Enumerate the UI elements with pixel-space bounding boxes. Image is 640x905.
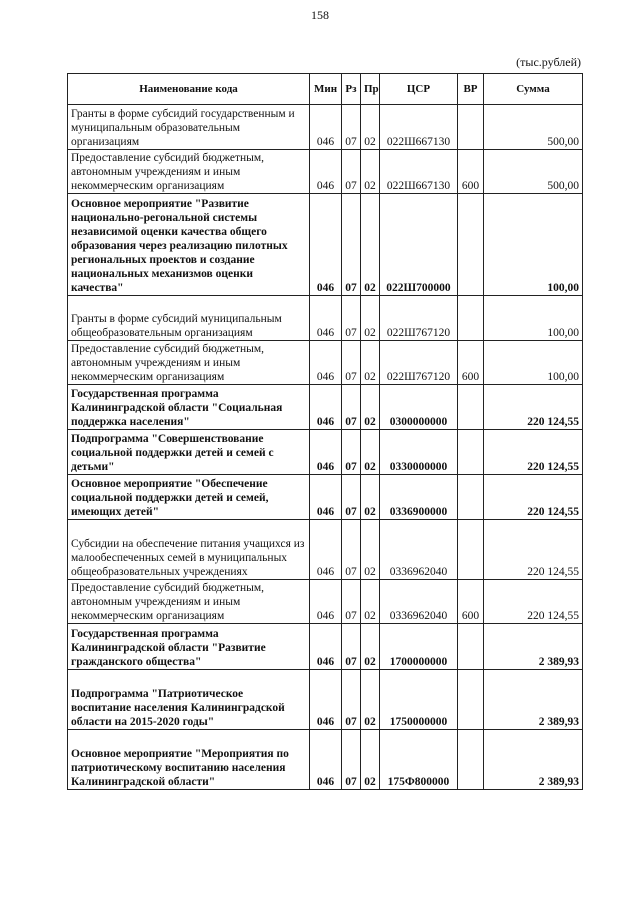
cell-csr: 1750000000 — [380, 670, 458, 730]
cell-name: Основное мероприятие "Развитие национально-регональной системы независимой оценки качества общего образования через реализацию пилотных региональных проектов и создание национальных механизмов оценки качества" — [68, 194, 310, 296]
cell-csr: 0336962040 — [380, 520, 458, 580]
header-sum: Сумма — [484, 74, 583, 105]
cell-pr: 02 — [361, 624, 380, 670]
cell-rz: 07 — [342, 670, 361, 730]
cell-pr: 02 — [361, 730, 380, 790]
cell-vr — [458, 475, 484, 520]
cell-sum: 2 389,93 — [484, 624, 583, 670]
header-name: Наименование кода — [68, 74, 310, 105]
cell-vr — [458, 520, 484, 580]
table-row — [68, 430, 583, 475]
cell-sum: 220 124,55 — [484, 385, 583, 430]
cell-sum: 220 124,55 — [484, 475, 583, 520]
header-min: Мин — [310, 74, 342, 105]
cell-vr — [458, 730, 484, 790]
table-row — [68, 475, 583, 520]
cell-sum: 220 124,55 — [484, 430, 583, 475]
cell-min: 046 — [310, 194, 342, 296]
table-row — [68, 624, 583, 670]
cell-name: Предоставление субсидий бюджетным, автономным учреждениям и иным некоммерческим организациям — [68, 341, 310, 385]
cell-vr — [458, 105, 484, 150]
cell-rz: 07 — [342, 105, 361, 150]
cell-min: 046 — [310, 624, 342, 670]
cell-sum: 500,00 — [484, 150, 583, 194]
cell-min: 046 — [310, 150, 342, 194]
cell-min: 046 — [310, 475, 342, 520]
cell-min: 046 — [310, 580, 342, 624]
cell-csr: 0336962040 — [380, 580, 458, 624]
cell-rz: 07 — [342, 580, 361, 624]
cell-csr: 0330000000 — [380, 430, 458, 475]
cell-vr: 600 — [458, 341, 484, 385]
table-row — [68, 341, 583, 385]
table-row — [68, 385, 583, 430]
cell-vr: 600 — [458, 580, 484, 624]
cell-min: 046 — [310, 520, 342, 580]
header-csr: ЦСР — [380, 74, 458, 105]
cell-name: Гранты в форме субсидий государственным и муниципальным образовательным организациям — [68, 105, 310, 150]
cell-csr: 022Ш700000 — [380, 194, 458, 296]
cell-min: 046 — [310, 296, 342, 341]
cell-rz: 07 — [342, 730, 361, 790]
cell-name: Гранты в форме субсидий муниципальным общеобразовательным организациям — [68, 296, 310, 341]
cell-name: Предоставление субсидий бюджетным, автономным учреждениям и иным некоммерческим организациям — [68, 150, 310, 194]
cell-name: Государственная программа Калининградской области "Социальная поддержка населения" — [68, 385, 310, 430]
cell-csr: 022Ш667130 — [380, 150, 458, 194]
table-row — [68, 580, 583, 624]
cell-rz: 07 — [342, 385, 361, 430]
cell-csr: 022Ш767120 — [380, 296, 458, 341]
header-rz: Рз — [342, 74, 361, 105]
cell-name: Основное мероприятие "Обеспечение социальной поддержки детей и семей, имеющих детей" — [68, 475, 310, 520]
cell-sum: 220 124,55 — [484, 520, 583, 580]
cell-sum: 2 389,93 — [484, 670, 583, 730]
cell-name: Государственная программа Калининградской области "Развитие гражданского общества" — [68, 624, 310, 670]
cell-sum: 500,00 — [484, 105, 583, 150]
cell-csr: 022Ш667130 — [380, 105, 458, 150]
cell-min: 046 — [310, 730, 342, 790]
cell-vr — [458, 385, 484, 430]
cell-min: 046 — [310, 105, 342, 150]
page-number: 158 — [311, 8, 329, 22]
table-row — [68, 670, 583, 730]
cell-pr: 02 — [361, 296, 380, 341]
cell-rz: 07 — [342, 150, 361, 194]
table-row — [68, 520, 583, 580]
cell-pr: 02 — [361, 520, 380, 580]
table-row — [68, 194, 583, 296]
cell-sum: 100,00 — [484, 194, 583, 296]
cell-csr: 0336900000 — [380, 475, 458, 520]
cell-pr: 02 — [361, 670, 380, 730]
header-pr: Пр — [361, 74, 380, 105]
cell-min: 046 — [310, 430, 342, 475]
cell-pr: 02 — [361, 430, 380, 475]
cell-vr — [458, 296, 484, 341]
header-vr: ВР — [458, 74, 484, 105]
cell-rz: 07 — [342, 624, 361, 670]
cell-pr: 02 — [361, 341, 380, 385]
cell-min: 046 — [310, 341, 342, 385]
table-row — [68, 105, 583, 150]
header-row — [68, 74, 583, 105]
cell-min: 046 — [310, 385, 342, 430]
cell-name: Предоставление субсидий бюджетным, автономным учреждениям и иным некоммерческим организациям — [68, 580, 310, 624]
cell-sum: 220 124,55 — [484, 580, 583, 624]
table-row — [68, 730, 583, 790]
cell-rz: 07 — [342, 475, 361, 520]
cell-sum: 100,00 — [484, 341, 583, 385]
table-row — [68, 296, 583, 341]
table-row — [68, 150, 583, 194]
cell-vr — [458, 624, 484, 670]
cell-sum: 2 389,93 — [484, 730, 583, 790]
cell-csr: 175Ф800000 — [380, 730, 458, 790]
cell-pr: 02 — [361, 385, 380, 430]
cell-pr: 02 — [361, 105, 380, 150]
cell-pr: 02 — [361, 194, 380, 296]
cell-vr: 600 — [458, 150, 484, 194]
cell-name: Основное мероприятие "Мероприятия по патриотическому воспитанию населения Калининградской области" — [68, 730, 310, 790]
budget-table — [67, 73, 583, 790]
cell-rz: 07 — [342, 430, 361, 475]
cell-pr: 02 — [361, 580, 380, 624]
cell-sum: 100,00 — [484, 296, 583, 341]
cell-vr — [458, 430, 484, 475]
cell-rz: 07 — [342, 296, 361, 341]
cell-rz: 07 — [342, 194, 361, 296]
cell-vr — [458, 194, 484, 296]
cell-csr: 0300000000 — [380, 385, 458, 430]
cell-rz: 07 — [342, 341, 361, 385]
cell-pr: 02 — [361, 475, 380, 520]
cell-min: 046 — [310, 670, 342, 730]
cell-name: Подпрограмма "Патриотическое воспитание населения Калининградской области на 2015-2020 годы" — [68, 670, 310, 730]
cell-vr — [458, 670, 484, 730]
units-label: (тыс.рублей) — [516, 55, 581, 69]
cell-csr: 022Ш767120 — [380, 341, 458, 385]
cell-csr: 1700000000 — [380, 624, 458, 670]
cell-pr: 02 — [361, 150, 380, 194]
cell-name: Субсидии на обеспечение питания учащихся из малообеспеченных семей в муниципальных общеобразовательных учреждениях — [68, 520, 310, 580]
cell-rz: 07 — [342, 520, 361, 580]
cell-name: Подпрограмма "Совершенствование социальной поддержки детей и семей с детьми" — [68, 430, 310, 475]
